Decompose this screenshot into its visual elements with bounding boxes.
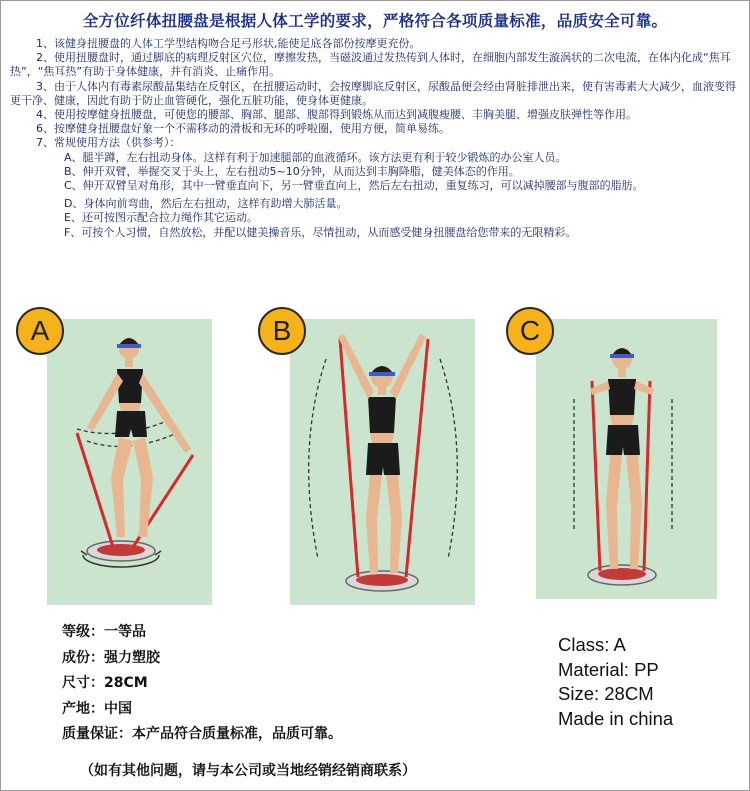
- method-f: F、可按个人习惯，自然放松，并配以健美操音乐，尽情扭动，从而感受健身扭腰盘给您带来的无限精彩。: [64, 225, 577, 239]
- badge-a: A: [16, 307, 64, 355]
- spec-grade: 等级：一等品: [62, 624, 146, 640]
- badge-b: B: [258, 307, 306, 355]
- spec-material: 成份：强力塑胶: [62, 649, 160, 666]
- paragraph-6: 6、按摩健身扭腰盘好象一个不需移动的滑板和无环的呼啦圈，使用方便，简单易练。: [36, 122, 450, 136]
- specs-english: [558, 633, 673, 731]
- exercise-figure-b: [290, 319, 475, 605]
- spec-origin: 产地：中国: [62, 700, 132, 717]
- paragraph-7: 7、常规使用方法（供参考）：: [36, 136, 181, 150]
- paragraph-1: 1、该健身扭腰盘的人体工学型结构吻合足弓形状,能使足底各部份按摩更充份。: [36, 37, 421, 50]
- method-e: E、还可按图示配合拉力绳作其它运动。: [64, 211, 258, 225]
- spec-quality: 质量保证：本产品符合质量标准，品质可靠。: [62, 726, 342, 742]
- description-text: [10, 37, 742, 240]
- spec-en-class: Class: A: [558, 634, 626, 655]
- specs-chinese: [62, 620, 342, 748]
- contact-note: （如有其他问题，请与本公司或当地经销经销商联系）: [80, 763, 416, 779]
- spec-en-origin: Made in china: [558, 707, 674, 729]
- method-d: D、身体向前弯曲，然后左右扭动，这样有助增大肺活量。: [64, 197, 348, 211]
- paragraph-2: 2、使用扭腰盘时，通过脚底的病理反射区穴位，摩擦发热，当磁波通过发热传到人体时，在细胞内部发生漩涡状的二次电流，在体内化成“焦耳热”，“焦耳热”有助于身体健康，并有消炎、止痛作用。: [10, 51, 731, 79]
- badge-c: C: [506, 307, 554, 355]
- exercise-figure-c: [536, 319, 717, 599]
- method-b: B、伸开双臂，举握交叉于头上，左右扭动5~10分钟，从而达到丰胸降脂，健美体态的作用。: [64, 164, 520, 178]
- spec-size: 尺寸：28CM: [62, 675, 148, 691]
- method-a: A、腿半蹲，左右扭动身体。这样有利于加速腿部的血液循环。该方法更有利于较少锻炼的办公室人员。: [64, 150, 567, 164]
- exercise-figure-a: [47, 319, 212, 605]
- paragraph-4: 4、使用按摩健身扭腰盘，可使您的腰部、胸部、腿部、腹部得到锻炼从而达到减腹瘦腰、丰胸美腿、增强皮肤弹性等作用。: [36, 108, 637, 122]
- paragraph-3: 3、由于人体内有毒素尿酸晶集结在反射区，在扭腰运动时，会按摩脚底反射区，尿酸晶便会经由肾脏排泄出来，使有害毒素大大减少，血液变得更干净、健康，因此有助于防止血管硬化，强化五脏功能，使身体更健康。: [10, 79, 736, 107]
- spec-en-size: Size: 28CM: [558, 683, 654, 704]
- method-c: C、伸开双臂呈对角形，其中一臂垂直向下，另一臂垂直向上，然后左右扭动，重复练习，可以减掉腰部与腹部的脂肪。: [64, 179, 644, 193]
- headline: 全方位纤体扭腰盘是根据人体工学的要求，严格符合各项质量标准，品质安全可靠。: [82, 12, 668, 30]
- spec-en-material: Material: PP: [558, 658, 659, 680]
